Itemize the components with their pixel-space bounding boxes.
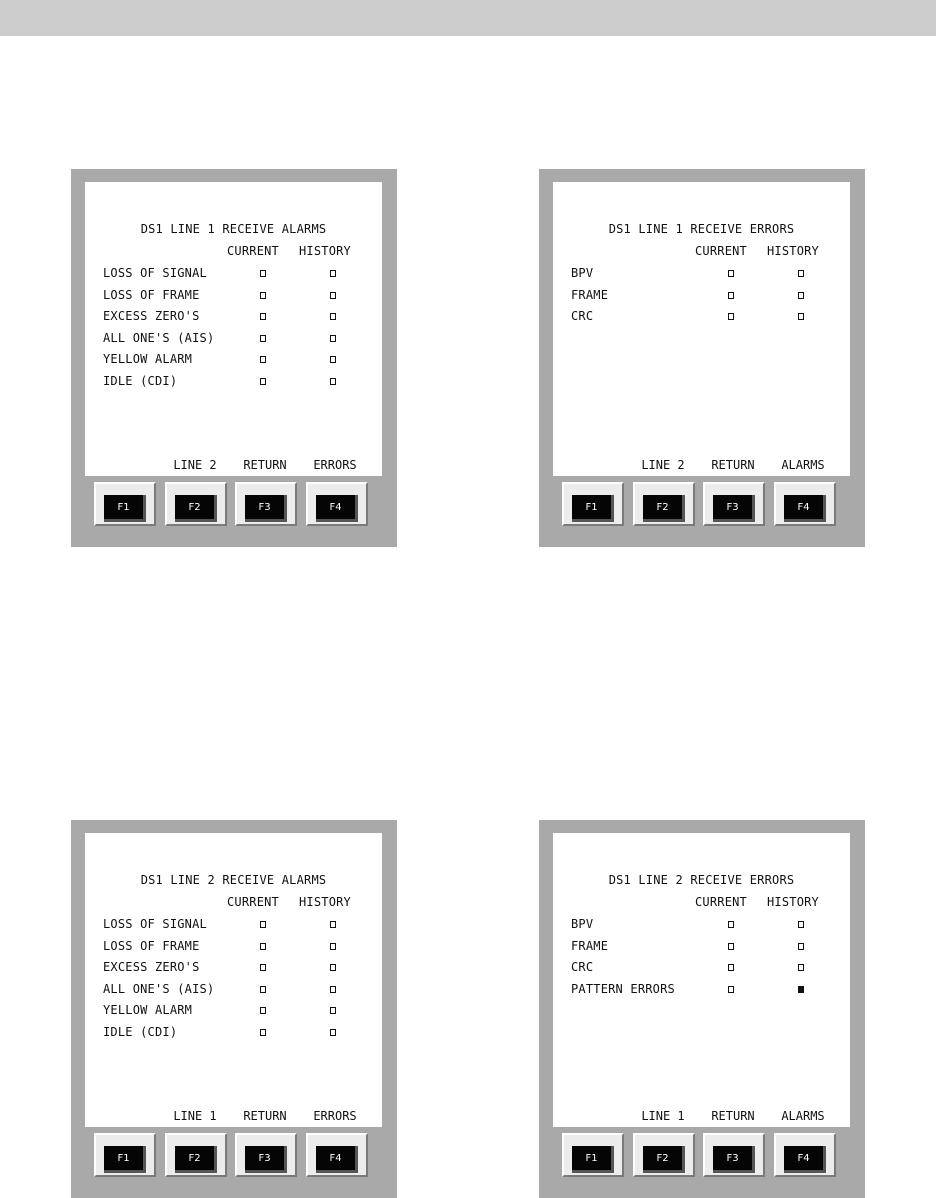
function-key-label: F1 (572, 1146, 614, 1173)
history-indicator (330, 1029, 336, 1036)
status-row-label: YELLOW ALARM (103, 352, 193, 366)
column-header-current: CURRENT (695, 244, 747, 258)
device-panel (539, 169, 865, 547)
softkey-label: ALARMS (781, 1109, 825, 1123)
history-indicator (330, 964, 336, 971)
history-indicator (330, 943, 336, 950)
current-indicator (728, 986, 734, 993)
current-indicator (260, 335, 266, 342)
history-indicator (330, 378, 336, 385)
status-row-label: EXCESS ZERO'S (103, 960, 200, 974)
function-key-f4[interactable] (774, 1133, 836, 1177)
function-key-f3[interactable] (235, 1133, 297, 1177)
status-row-label: IDLE (CDI) (103, 373, 178, 388)
function-key-f4[interactable] (306, 482, 368, 526)
current-indicator (260, 270, 266, 277)
current-indicator (728, 313, 734, 320)
top-bar (0, 0, 936, 36)
function-key-f1[interactable] (562, 482, 624, 526)
function-key-f3[interactable] (235, 482, 297, 526)
current-indicator (728, 943, 734, 950)
function-key-f1[interactable] (94, 1133, 156, 1177)
history-indicator (330, 270, 336, 277)
column-header-current: CURRENT (227, 244, 279, 258)
history-indicator (330, 1007, 336, 1014)
current-indicator (728, 964, 734, 971)
status-row-label: IDLE (CDI) (103, 1024, 178, 1039)
status-row-label: BPV (571, 266, 594, 280)
history-indicator (798, 964, 804, 971)
function-key-row (85, 476, 382, 533)
softkey-label: RETURN (711, 1109, 755, 1123)
status-row-label: LOSS OF SIGNAL (103, 266, 207, 280)
current-indicator (260, 943, 266, 950)
screen-title: DS1 LINE 1 RECEIVE ALARMS (140, 222, 327, 236)
history-indicator (798, 986, 804, 993)
function-key-label: F2 (175, 495, 217, 522)
column-header-history: HISTORY (299, 244, 351, 258)
current-indicator (260, 1007, 266, 1014)
current-indicator (260, 378, 266, 385)
screen-title: DS1 LINE 2 RECEIVE ALARMS (140, 873, 327, 887)
softkey-label: RETURN (243, 458, 287, 472)
history-indicator (798, 292, 804, 299)
current-indicator (260, 292, 266, 299)
function-key-f1[interactable] (562, 1133, 624, 1177)
history-indicator (798, 921, 804, 928)
current-indicator (260, 356, 266, 363)
status-row-label: FRAME (571, 938, 609, 953)
function-key-f3[interactable] (703, 482, 765, 526)
status-row-label: FRAME (571, 287, 609, 302)
function-key-label: F3 (713, 1146, 755, 1173)
softkey-label: RETURN (711, 458, 755, 472)
current-indicator (260, 986, 266, 993)
history-indicator (330, 313, 336, 320)
function-key-row (553, 476, 850, 533)
function-key-f3[interactable] (703, 1133, 765, 1177)
status-row-label: CRC (571, 309, 594, 323)
lcd-screen (85, 833, 382, 1127)
screen-title: DS1 LINE 1 RECEIVE ERRORS (608, 222, 795, 236)
softkey-label: ALARMS (781, 458, 825, 472)
device-panel (539, 820, 865, 1198)
function-key-label: F3 (245, 495, 287, 522)
function-key-f4[interactable] (306, 1133, 368, 1177)
history-indicator (798, 943, 804, 950)
history-indicator (330, 986, 336, 993)
status-row-label: YELLOW ALARM (103, 1003, 193, 1017)
function-key-row (85, 1127, 382, 1184)
function-key-f2[interactable] (165, 482, 227, 526)
column-header-current: CURRENT (227, 895, 279, 909)
softkey-label: LINE 2 (641, 458, 685, 472)
status-row-label: LOSS OF FRAME (103, 938, 200, 953)
function-key-f1[interactable] (94, 482, 156, 526)
status-row-label: ALL ONE'S (AIS) (103, 330, 215, 345)
status-row-label: ALL ONE'S (AIS) (103, 981, 215, 996)
status-row-label: EXCESS ZERO'S (103, 309, 200, 323)
history-indicator (798, 270, 804, 277)
softkey-label: RETURN (243, 1109, 287, 1123)
function-key-label: F3 (245, 1146, 287, 1173)
status-row-label: LOSS OF FRAME (103, 287, 200, 302)
function-key-label: F2 (643, 495, 685, 522)
function-key-label: F2 (175, 1146, 217, 1173)
softkey-label: LINE 1 (641, 1109, 685, 1123)
history-indicator (330, 292, 336, 299)
function-key-f2[interactable] (633, 1133, 695, 1177)
function-key-label: F4 (784, 495, 826, 522)
softkey-label: ERRORS (313, 458, 357, 472)
softkey-label: LINE 1 (173, 1109, 217, 1123)
device-panel (71, 820, 397, 1198)
function-key-f4[interactable] (774, 482, 836, 526)
status-row-label: CRC (571, 960, 594, 974)
current-indicator (728, 921, 734, 928)
current-indicator (728, 292, 734, 299)
function-key-f2[interactable] (633, 482, 695, 526)
function-key-label: F1 (572, 495, 614, 522)
current-indicator (260, 1029, 266, 1036)
history-indicator (330, 921, 336, 928)
device-panel (71, 169, 397, 547)
function-key-label: F4 (784, 1146, 826, 1173)
function-key-label: F2 (643, 1146, 685, 1173)
lcd-screen (553, 833, 850, 1127)
function-key-label: F1 (104, 495, 146, 522)
current-indicator (728, 270, 734, 277)
column-header-current: CURRENT (695, 895, 747, 909)
softkey-label: LINE 2 (173, 458, 217, 472)
function-key-label: F4 (316, 1146, 358, 1173)
status-row-label: BPV (571, 917, 594, 931)
screen-title: DS1 LINE 2 RECEIVE ERRORS (608, 873, 795, 887)
column-header-history: HISTORY (767, 895, 819, 909)
history-indicator (798, 313, 804, 320)
lcd-screen (85, 182, 382, 476)
function-key-f2[interactable] (165, 1133, 227, 1177)
function-key-label: F4 (316, 495, 358, 522)
softkey-label: ERRORS (313, 1109, 357, 1123)
lcd-screen (553, 182, 850, 476)
status-row-label: PATTERN ERRORS (571, 981, 675, 996)
current-indicator (260, 964, 266, 971)
function-key-row (553, 1127, 850, 1184)
history-indicator (330, 356, 336, 363)
status-row-label: LOSS OF SIGNAL (103, 917, 207, 931)
function-key-label: F1 (104, 1146, 146, 1173)
column-header-history: HISTORY (767, 244, 819, 258)
history-indicator (330, 335, 336, 342)
current-indicator (260, 921, 266, 928)
function-key-label: F3 (713, 495, 755, 522)
current-indicator (260, 313, 266, 320)
column-header-history: HISTORY (299, 895, 351, 909)
